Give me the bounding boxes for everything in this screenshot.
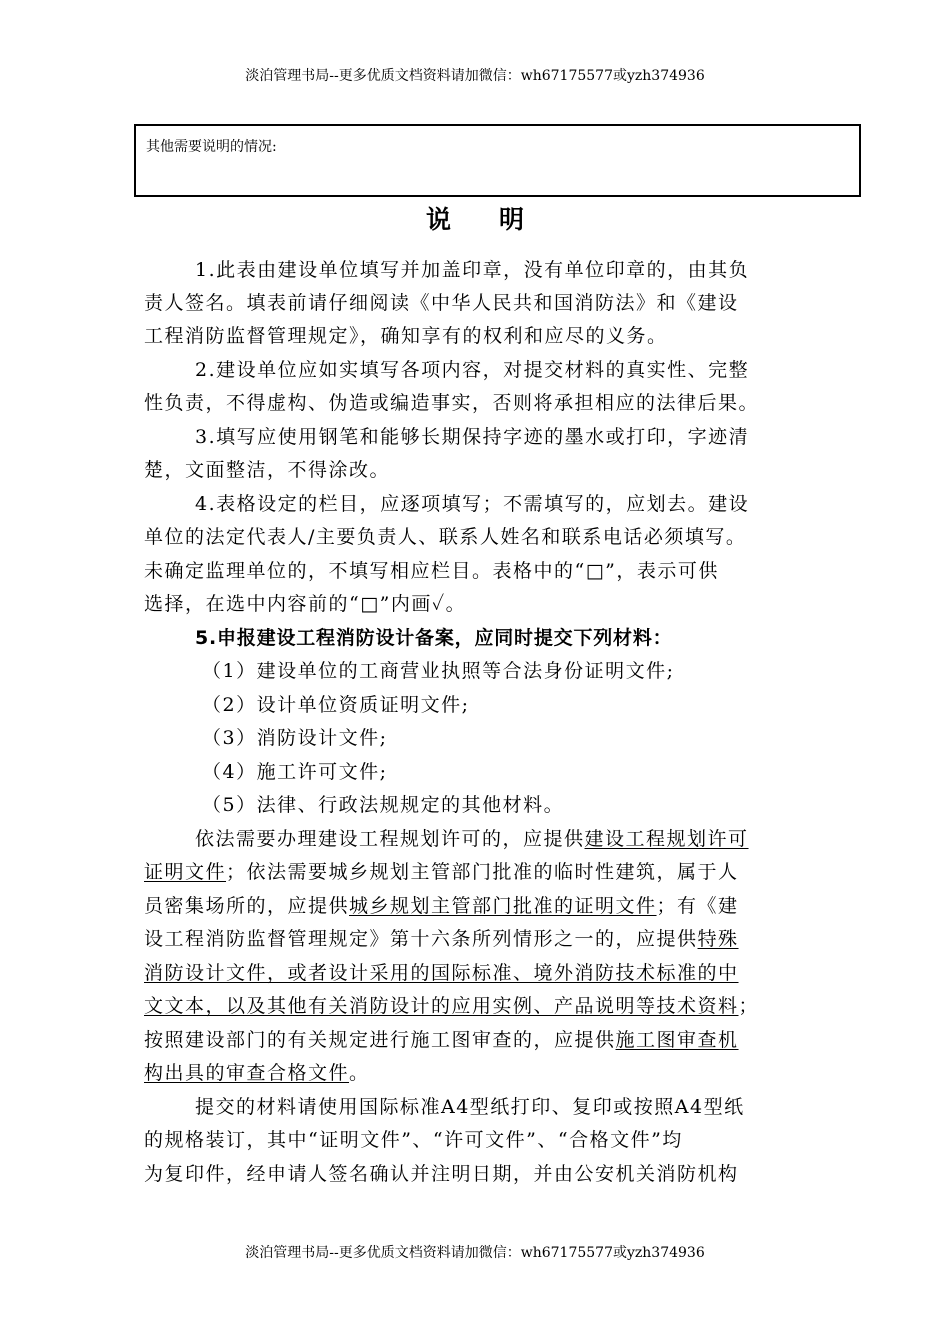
underlined-term: 施工图审查机 — [615, 1029, 739, 1051]
underlined-term: 证明文件 — [144, 861, 227, 883]
notes-box — [134, 124, 861, 197]
item-2-line-1: 2.建设单位应如实填写各项内容，对提交材料的真实性、完整 — [195, 359, 750, 381]
item-7-line-3: 为复印件，经申请人签名确认并注明日期，并由公安机关消防机构 — [144, 1163, 739, 1185]
item-1-line-2: 责人签名。填表前请仔细阅读《中华人民共和国消防法》和《建设 — [144, 292, 739, 314]
item-6-line-5 — [144, 960, 812, 986]
item-6-line-8: 构出具的审查合格文件。 — [144, 1062, 370, 1084]
item-7-line-2: 的规格装订，其中“证明文件”、“许可文件”、“合格文件”均 — [144, 1129, 683, 1151]
item-6-line-2: 证明文件；依法需要城乡规划主管部门批准的临时性建筑，属于人 — [144, 861, 739, 883]
underlined-term: 文文本，以及其他有关消防设计的应用实例、产品说明等技术资料 — [144, 995, 739, 1017]
item-4-line-3: 未确定监理单位的，不填写相应栏目。表格中的“□”，表示可供 — [144, 560, 719, 582]
underlined-term: 构出具的审查合格文件 — [144, 1062, 350, 1084]
page-header: 淡泊管理书局--更多优质文档资料请加微信：wh67175577或yzh374936 — [245, 68, 705, 84]
item-5-heading: 5.申报建设工程消防设计备案，应同时提交下列材料： — [195, 627, 673, 649]
item-2-line-2: 性负责，不得虚构、伪造或编造事实，否则将承担相应的法律后果。 — [144, 392, 760, 414]
material-2: （2）设计单位资质证明文件; — [202, 694, 470, 716]
item-7-line-1: 提交的材料请使用国际标准A4型纸打印、复印或按照A4型纸 — [195, 1096, 745, 1118]
material-1: （1）建设单位的工商营业执照等合法身份证明文件; — [202, 660, 675, 682]
page-footer: 淡泊管理书局--更多优质文档资料请加微信：wh67175577或yzh374936 — [245, 1245, 705, 1261]
item-1-line-3: 工程消防监督管理规定》，确知享有的权利和应尽的义务。 — [144, 325, 668, 347]
item-4-line-1: 4.表格设定的栏目，应逐项填写；不需填写的，应划去。建设 — [195, 493, 750, 515]
item-6-line-4: 设工程消防监督管理规定》第十六条所列情形之一的，应提供特殊 — [144, 928, 739, 950]
notes-box-label: 其他需要说明的情况: — [146, 139, 277, 155]
item-4-line-4: 选择，在选中内容前的“□”内画✓。 — [144, 593, 467, 615]
material-3: （3）消防设计文件; — [202, 727, 388, 749]
underlined-term: 特殊 — [697, 928, 739, 950]
item-3-line-1: 3.填写应使用钢笔和能够长期保持字迹的墨水或打印，字迹清 — [195, 426, 750, 448]
page-title: 说明 — [425, 205, 572, 234]
underlined-term: 消防设计文件，或者设计采用的国际标准、境外消防技术标准的中 — [144, 962, 739, 984]
item-6-line-6: 文文本，以及其他有关消防设计的应用实例、产品说明等技术资料； — [144, 995, 760, 1017]
material-4: （4）施工许可文件; — [202, 761, 388, 783]
item-6-line-3: 员密集场所的，应提供城乡规划主管部门批准的证明文件；有《建 — [144, 895, 739, 917]
material-5: （5）法律、行政法规规定的其他材料。 — [202, 794, 565, 816]
item-6-line-7: 按照建设部门的有关规定进行施工图审查的，应提供施工图审查机 — [144, 1029, 739, 1051]
item-4-line-2: 单位的法定代表人/主要负责人、联系人姓名和联系电话必须填写。 — [144, 526, 747, 548]
item-6-line-1: 依法需要办理建设工程规划许可的，应提供建设工程规划许可 — [195, 828, 749, 850]
underlined-term: 城乡规划主管部门批准的证明文件 — [349, 895, 657, 917]
item-3-line-2: 楚，文面整洁，不得涂改。 — [144, 459, 391, 481]
underlined-term: 建设工程规划许可 — [584, 828, 749, 850]
item-1-line-1: 1.此表由建设单位填写并加盖印章，没有单位印章的，由其负 — [195, 259, 750, 281]
